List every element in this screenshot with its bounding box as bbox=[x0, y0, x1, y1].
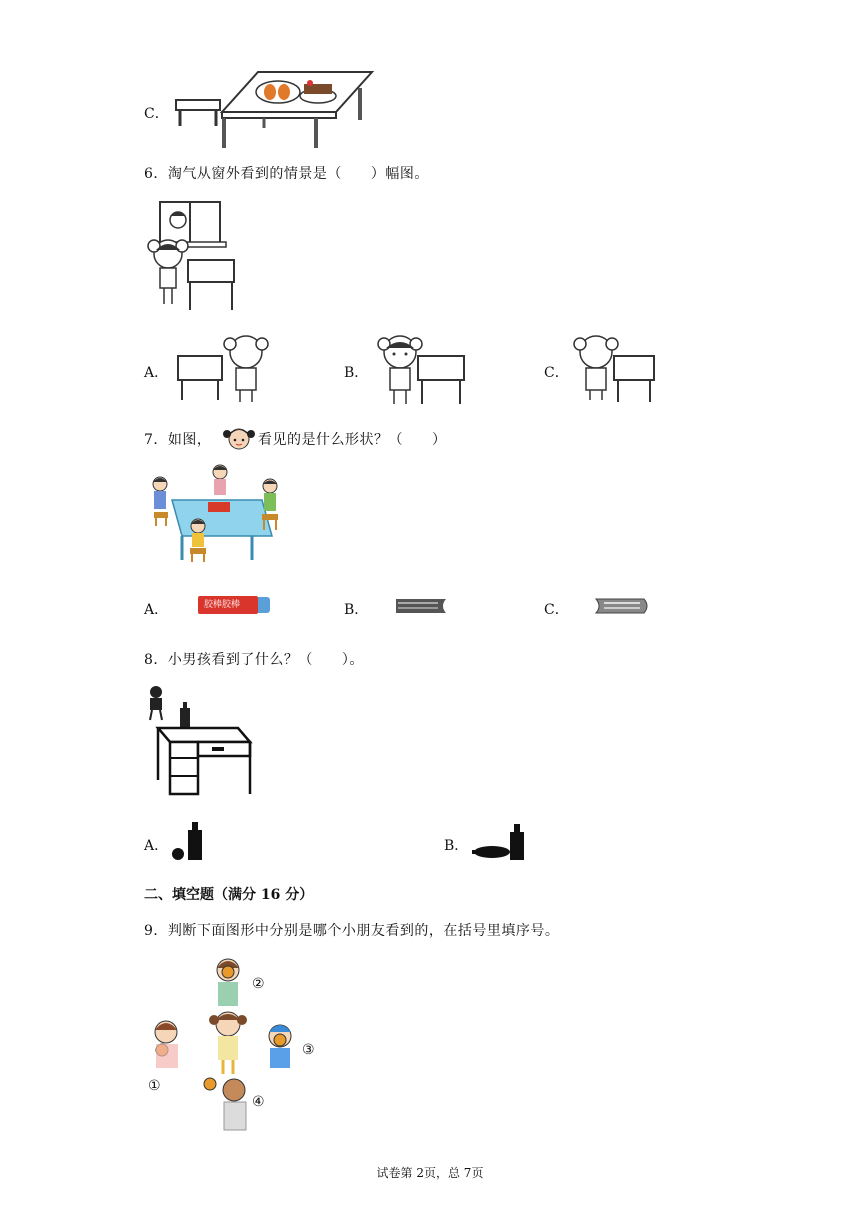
q6-option-a-label[interactable]: A． bbox=[144, 365, 169, 381]
page-footer: 试卷第 2页，总 7页 bbox=[376, 1166, 484, 1180]
q7-scene-image bbox=[142, 460, 288, 564]
q8-question: 8．小男孩看到了什么？（ ）。 bbox=[144, 652, 364, 668]
q6-question: 6．淘气从窗外看到的情景是（ ）幅图。 bbox=[144, 166, 429, 182]
q8-scene-image bbox=[144, 684, 256, 798]
q7-option-c-label[interactable]: C． bbox=[544, 602, 569, 618]
q8-option-a-image[interactable] bbox=[170, 820, 210, 862]
q9-marker-4: ④ bbox=[252, 1094, 265, 1110]
q7-question-prefix: 7．如图， bbox=[144, 432, 212, 448]
q8-option-a-label[interactable]: A． bbox=[144, 838, 169, 854]
q6-option-a-image[interactable] bbox=[176, 334, 272, 406]
q8-option-b-image[interactable] bbox=[470, 822, 530, 862]
q7-question-suffix: 看见的是什么形状？（ ） bbox=[258, 432, 447, 448]
q7-option-a-glue-stick[interactable] bbox=[198, 596, 270, 614]
q9-marker-3: ③ bbox=[302, 1042, 315, 1058]
q9-scene bbox=[140, 950, 330, 1136]
q6-scene-image bbox=[140, 198, 240, 314]
q7-option-a-label[interactable]: A． bbox=[144, 602, 169, 618]
q9-question: 9．判断下面图形中分别是哪个小朋友看到的，在括号里填序号。 bbox=[144, 923, 560, 939]
q8-option-b-label[interactable]: B． bbox=[444, 838, 469, 854]
q7-option-c-image[interactable] bbox=[594, 596, 652, 616]
q7-option-b-label[interactable]: B． bbox=[344, 602, 369, 618]
glue-stick-cap bbox=[258, 597, 270, 613]
girl-face-icon bbox=[222, 424, 256, 452]
q6-option-c-label[interactable]: C． bbox=[544, 365, 569, 381]
q7-option-b-image[interactable] bbox=[394, 596, 450, 616]
q5-option-c-image bbox=[170, 68, 380, 152]
q6-option-b-label[interactable]: B． bbox=[344, 365, 369, 381]
q5-option-c-label: C． bbox=[144, 106, 169, 122]
q6-option-b-image[interactable] bbox=[378, 334, 470, 408]
q6-option-c-image[interactable] bbox=[574, 334, 660, 406]
q9-marker-1: ① bbox=[148, 1078, 161, 1094]
section-title: 二、填空题（满分 16 分） bbox=[144, 887, 314, 903]
glue-stick-text: 胶棒胶棒 bbox=[204, 600, 241, 610]
q9-marker-2: ② bbox=[252, 976, 265, 992]
